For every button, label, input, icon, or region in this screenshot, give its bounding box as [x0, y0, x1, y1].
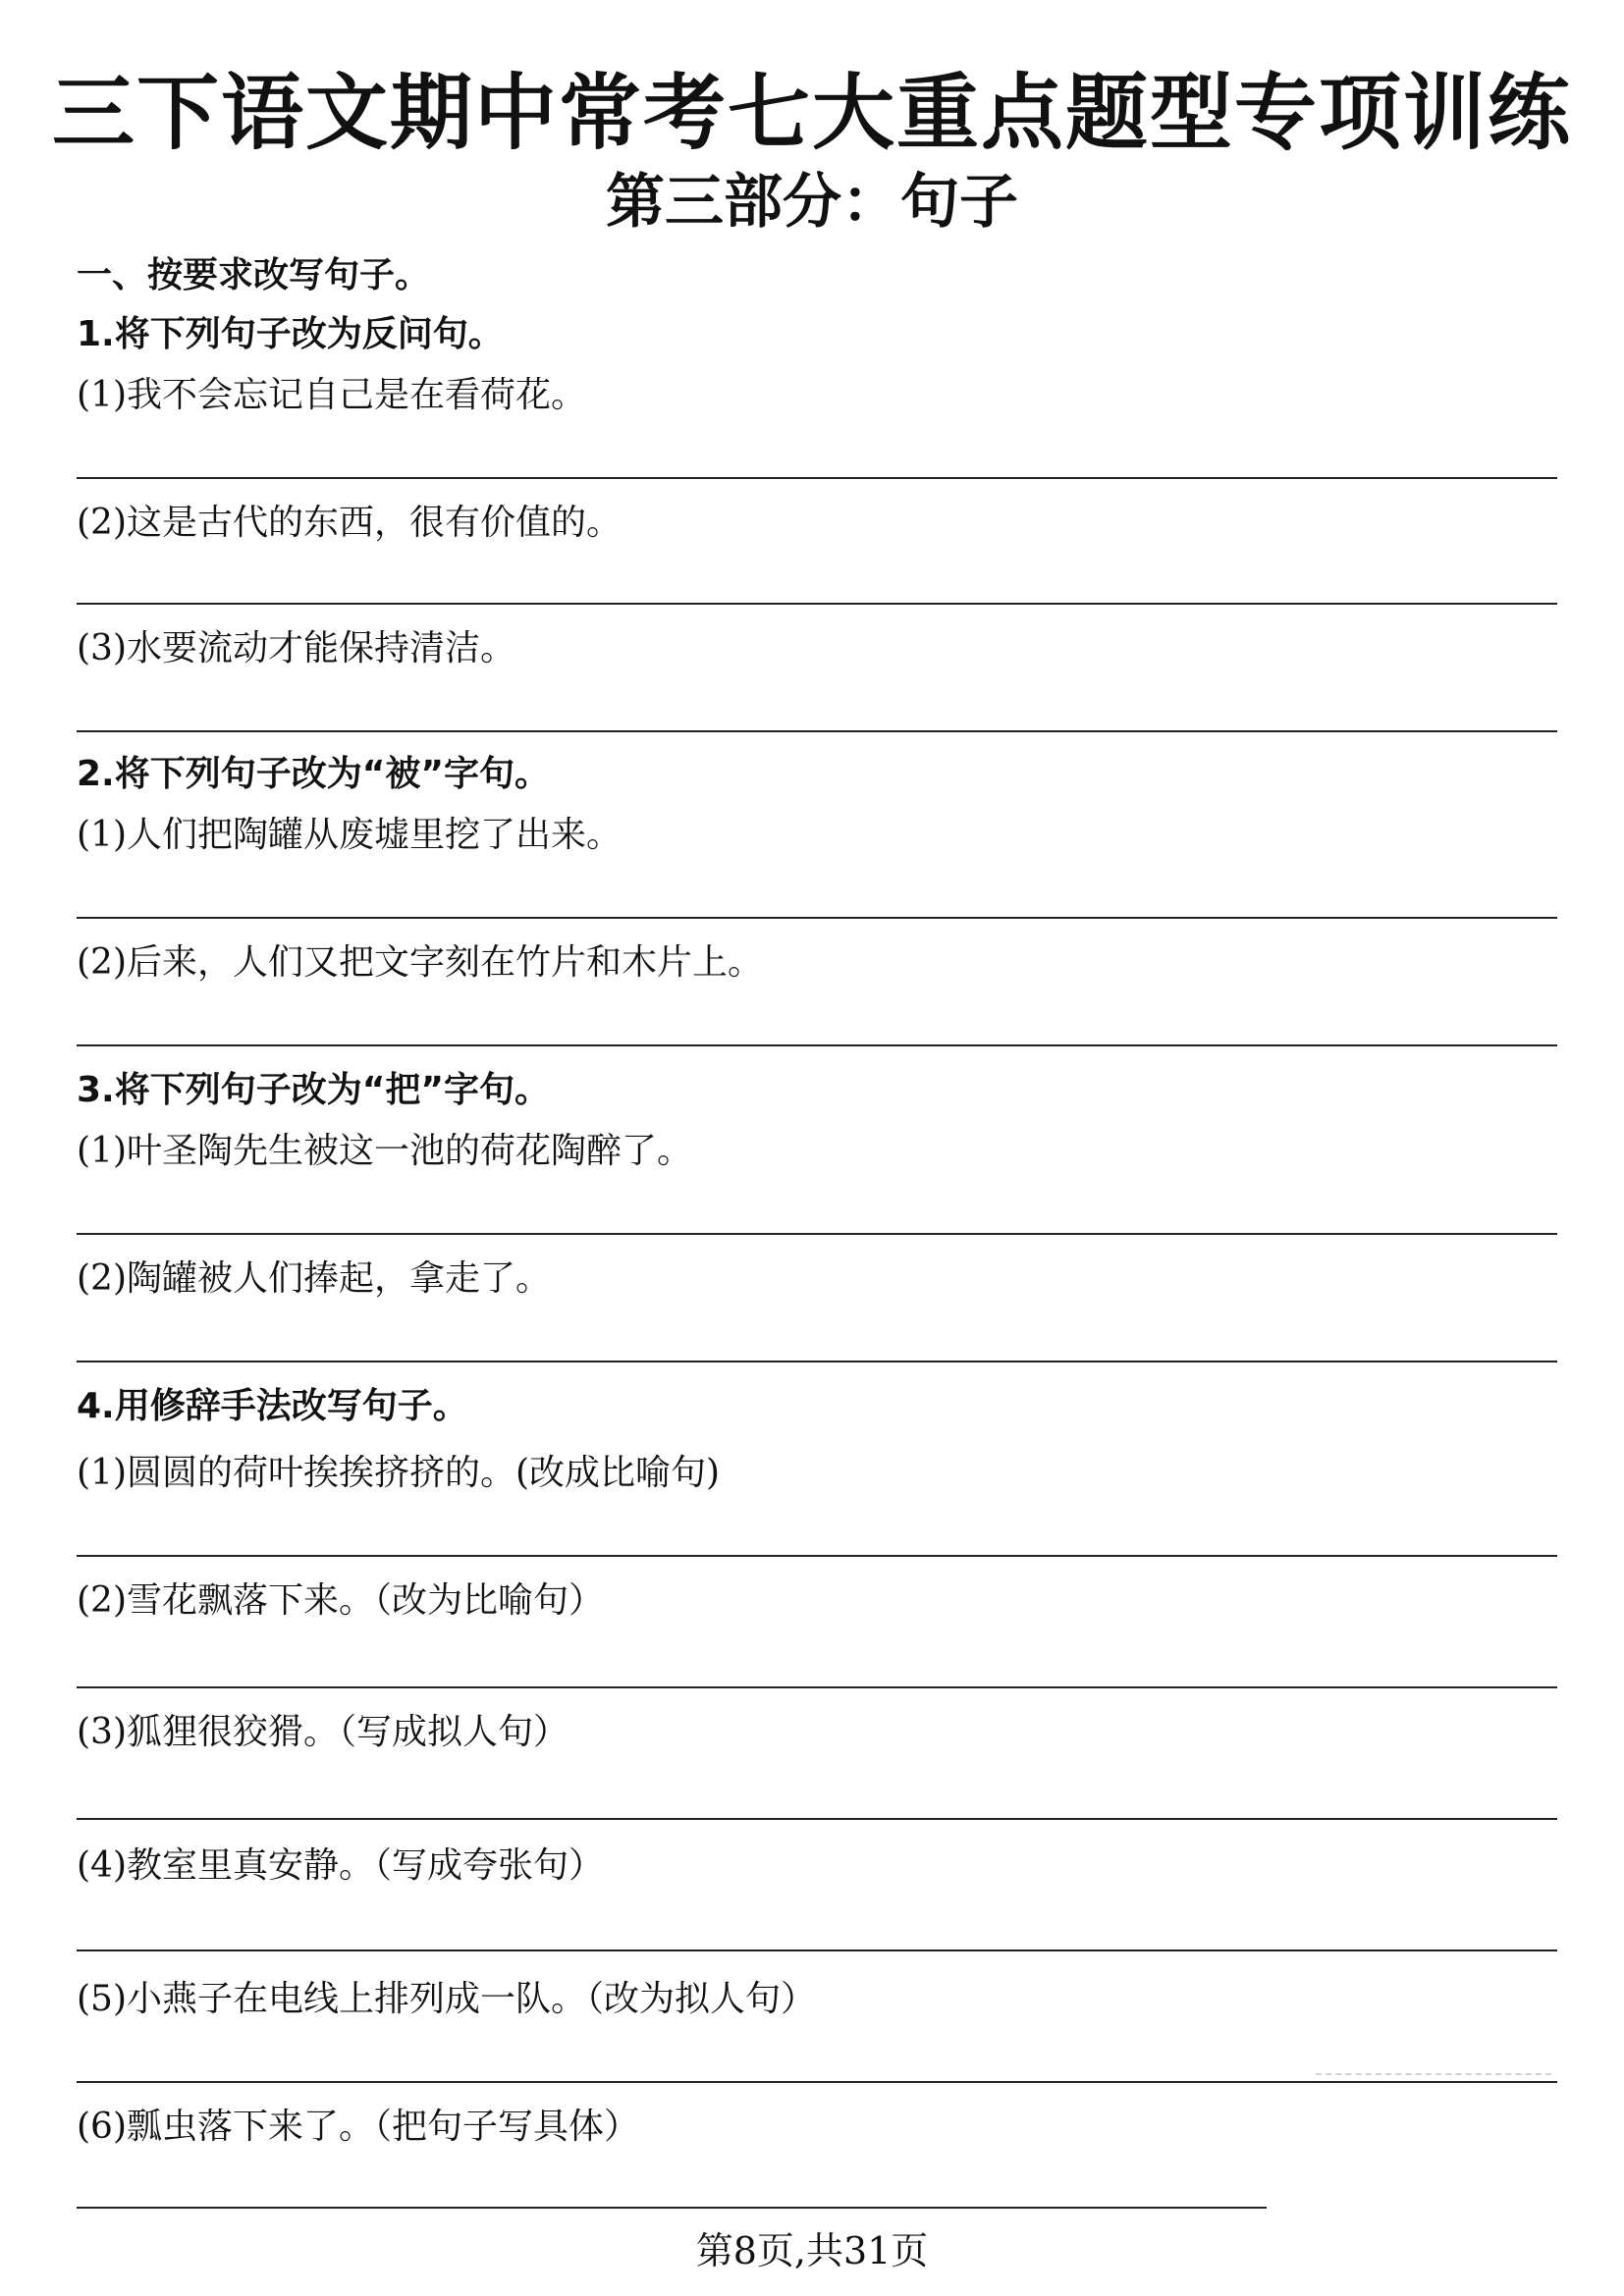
page-number: 第8页,共31页 — [695, 2229, 929, 2272]
question-2-2: (2)后来，人们又把文字刻在竹片和木片上。 — [77, 942, 763, 983]
question-3-2: (2)陶罐被人们捧起，拿走了。 — [77, 1258, 551, 1299]
question-1-3: (3)水要流动才能保持清洁。 — [77, 628, 515, 668]
section-heading: 一、按要求改写句子。 — [77, 255, 431, 295]
answer-line-3-2[interactable] — [77, 1361, 1557, 1362]
answer-line-1-3[interactable] — [77, 730, 1557, 732]
group-3-heading: 3.将下列句子改为“把”字句。 — [77, 1070, 551, 1110]
answer-line-1-2[interactable] — [77, 603, 1557, 605]
answer-line-4-6[interactable] — [77, 2207, 1267, 2209]
question-1-1: (1)我不会忘记自己是在看荷花。 — [77, 375, 586, 415]
question-1-2: (2)这是古代的东西，很有价值的。 — [77, 503, 622, 543]
answer-line-2-1[interactable] — [77, 917, 1557, 919]
answer-line-4-3[interactable] — [77, 1818, 1557, 1820]
answer-line-4-2[interactable] — [77, 1686, 1557, 1688]
answer-line-4-4[interactable] — [77, 1949, 1557, 1951]
answer-line-1-1[interactable] — [77, 477, 1557, 479]
answer-line-2-2[interactable] — [77, 1044, 1557, 1046]
question-4-4: (4)教室里真安静。（写成夸张句） — [77, 1845, 604, 1886]
question-2-1: (1)人们把陶罐从废墟里挖了出来。 — [77, 815, 622, 855]
question-3-1: (1)叶圣陶先生被这一池的荷花陶醉了。 — [77, 1131, 692, 1171]
question-4-1: (1)圆圆的荷叶挨挨挤挤的。(改成比喻句) — [77, 1453, 721, 1493]
scan-smudge — [1316, 2073, 1551, 2085]
question-4-6: (6)瓢虫落下来了。（把句子写具体） — [77, 2107, 639, 2147]
question-4-5: (5)小燕子在电线上排列成一队。（改为拟人句） — [77, 1979, 816, 2019]
question-4-3: (3)狐狸很狡猾。（写成拟人句） — [77, 1712, 568, 1752]
answer-line-3-1[interactable] — [77, 1233, 1557, 1235]
group-2-heading: 2.将下列句子改为“被”字句。 — [77, 754, 551, 794]
group-1-heading: 1.将下列句子改为反问句。 — [77, 314, 504, 354]
worksheet-subtitle: 第三部分：句子 — [606, 168, 1018, 237]
group-4-heading: 4.用修辞手法改写句子。 — [77, 1386, 468, 1426]
worksheet-title: 三下语文期中常考七大重点题型专项训练 — [51, 65, 1572, 161]
question-4-2: (2)雪花飘落下来。（改为比喻句） — [77, 1580, 604, 1621]
answer-line-4-1[interactable] — [77, 1555, 1557, 1557]
